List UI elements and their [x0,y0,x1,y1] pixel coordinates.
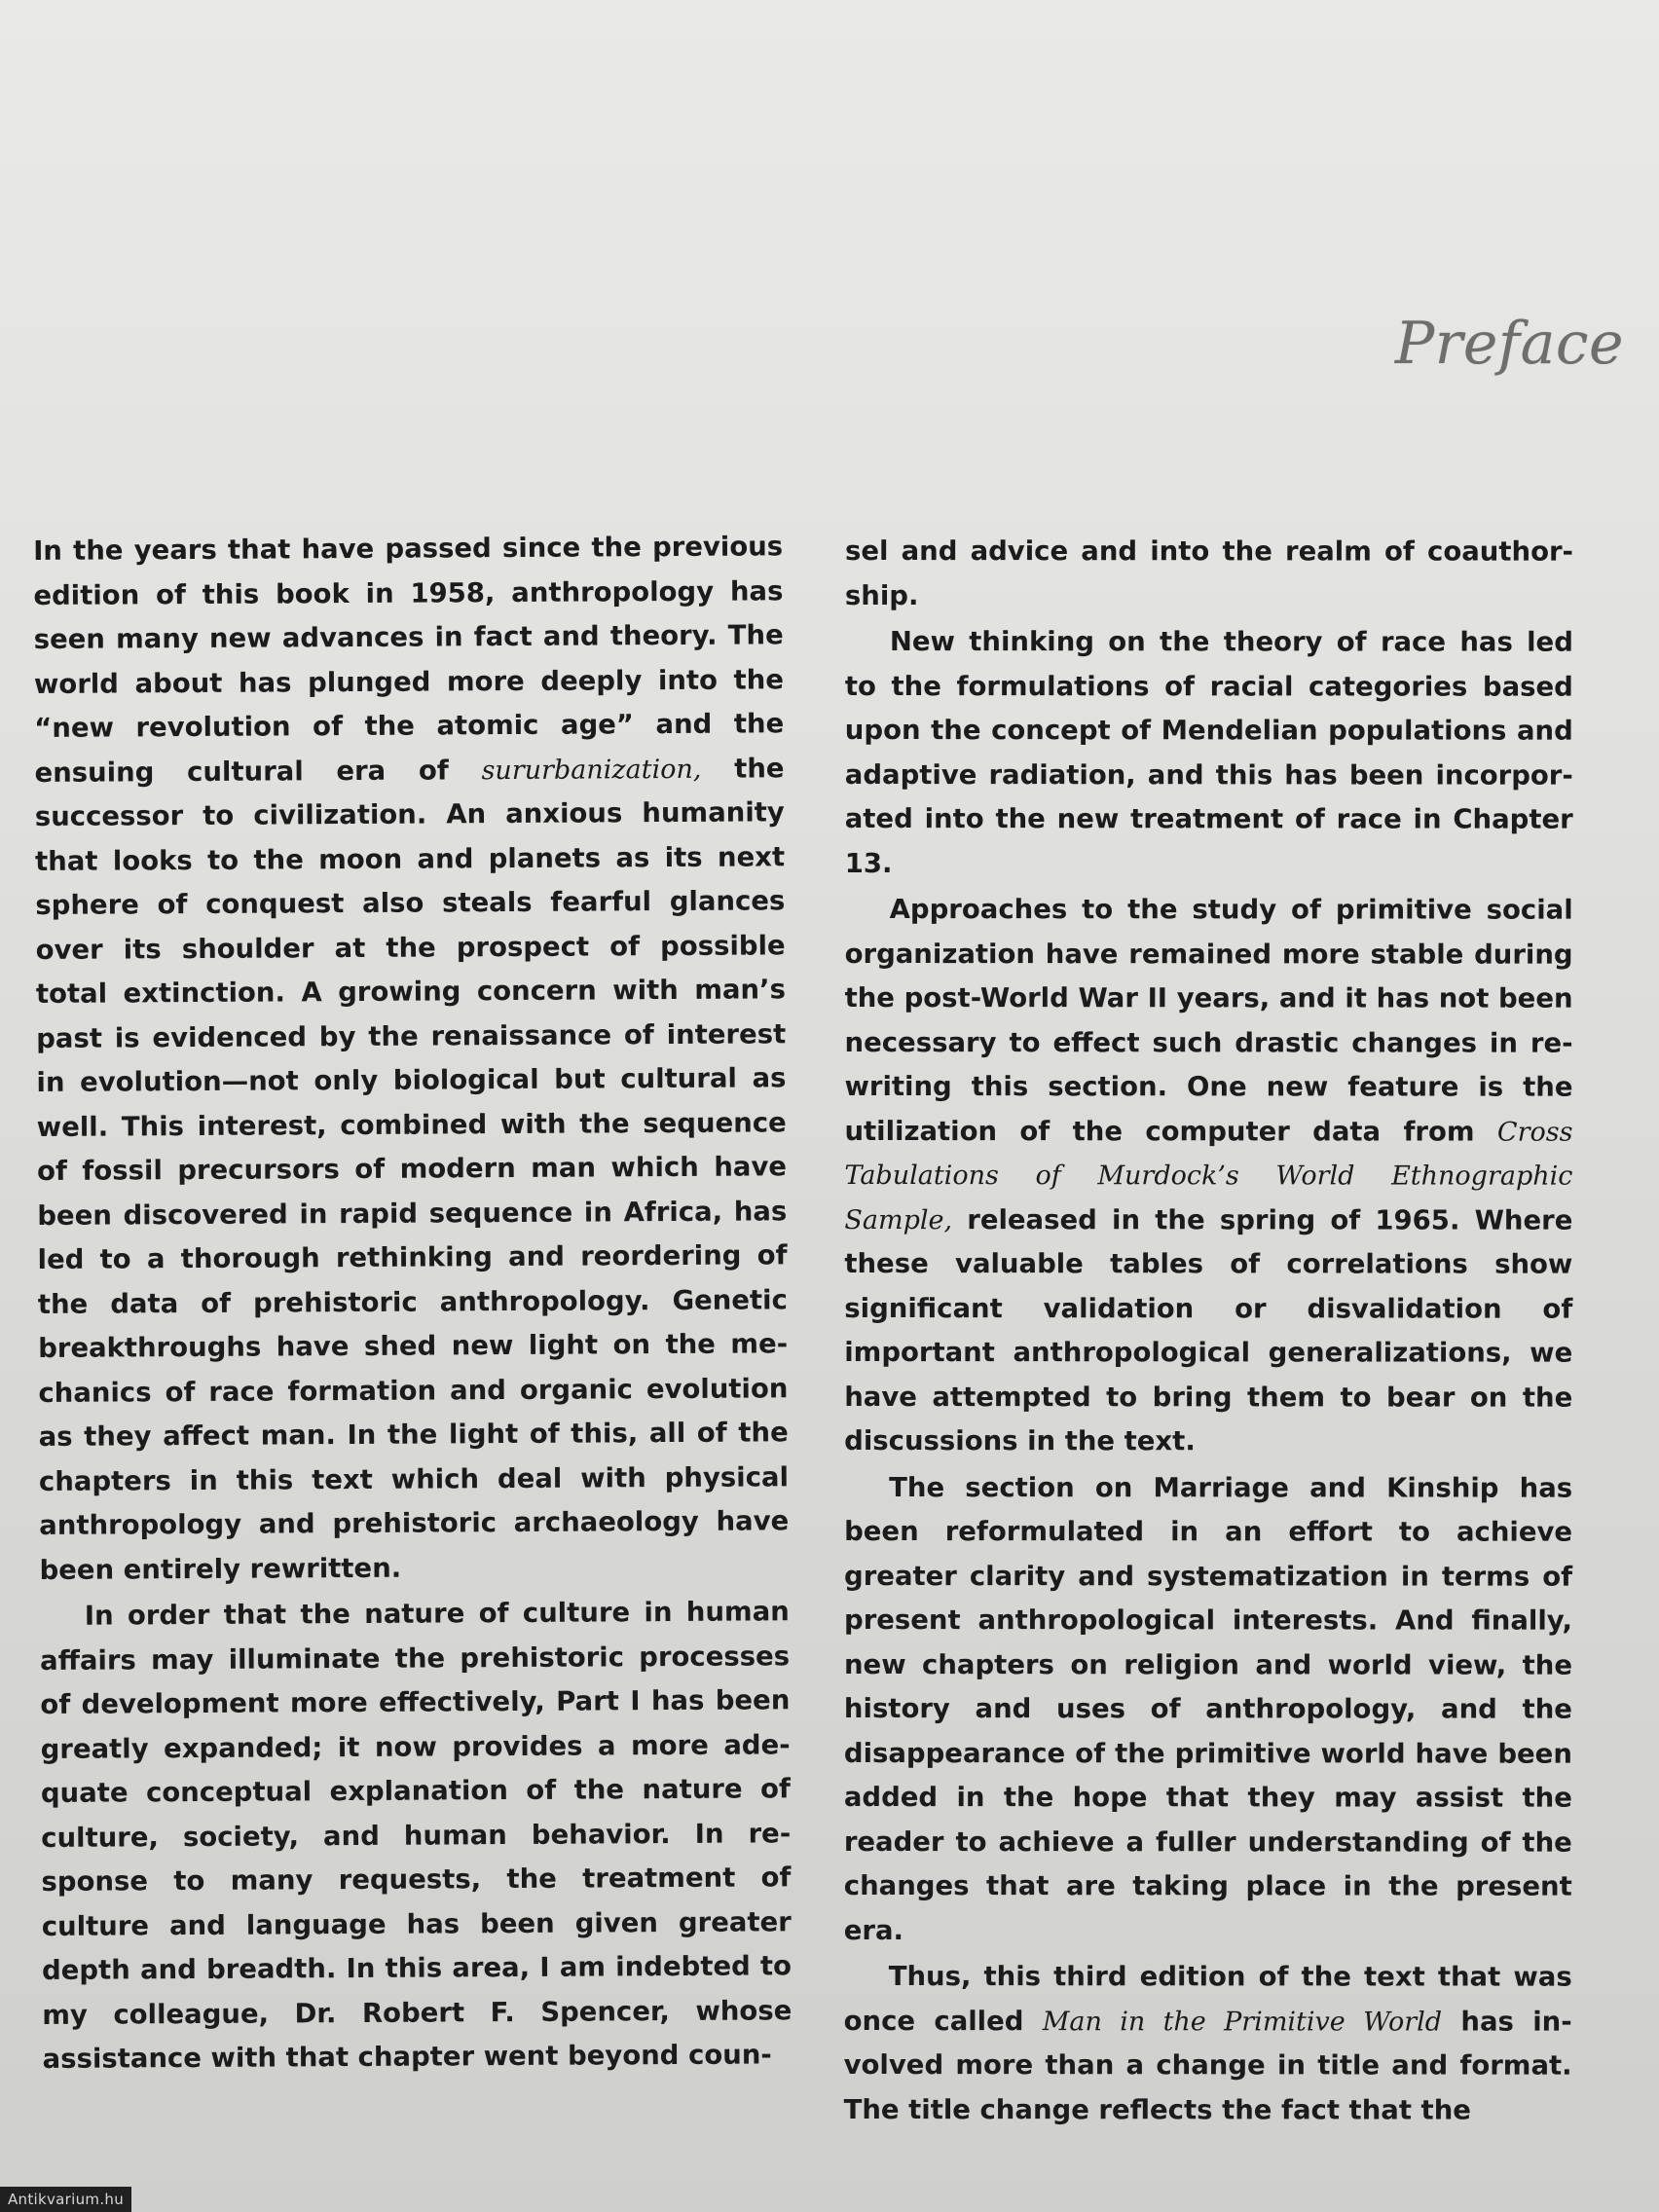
left-text-column [33,525,793,2082]
paragraph-text: Thus, this third edition of the text that was once called [843,1961,1572,2037]
paragraph-italic-text: Cross Tabulations of Murdock’s World Ethnographic Sample, [844,1117,1573,1235]
paragraph [844,888,1573,1464]
paragraph-text: The section on Marriage and Kinship has been reformulated in an effort to achieve greater clarity and systematization in terms of present anthropological interests. And finally, new chapters on religion and world view, the history and uses of anthropology, and the disappearance of the primitive world have been added in the hope that they may assist the reader to achieve a fuller understanding of the changes that are taking place in the present era. [843,1471,1573,1946]
paragraph-text: released in the spring of 1965. Where these valuable tables of correlations show significant validation or disvalidation of important anthropological generalizations, we have attempted to bring them to bear on the discussions in the text. [844,1203,1573,1457]
paragraph-italic-text: Man in the Primitive World [1042,2006,1443,2038]
paragraph-text: Approaches to the study of primitive social organization have remained more stable during the post-World War II years, and it has not been necessary to effect such drastic changes in rewriting this section. One new feature is the utilization of the computer data from [844,894,1573,1148]
watermark-label: Antikvarium.hu [0,2187,131,2212]
paragraph-text: In order that the nature of culture in human affairs may illuminate the prehistoric processes of development more effectively, Part I has been greatly expanded; it now provides a more adequate conceptual explanation of the nature of culture, society, and human behavior. In response to many requests, the treatment of culture and language has been given greater depth and breadth. In this area, I am indebted to my colleague, Dr. Robert F. Spencer, whose assistance with that chapter went beyond coun- [39,1596,793,2075]
paragraph-text: has involved more than a change in title and format. The title change reflects the fact that the [843,2006,1572,2126]
paragraph [845,530,1573,619]
page-title: Preface [1394,310,1624,378]
paragraph-text: the successor to civilization. An anxious humanity that looks to the moon and planets as its next sphere of conquest also steals fearful glances over its shoulder at the prospect of possible total extinction. A growing concern with man’s past is evidenced by the renaissance of interest in evolution—not only biological but cultural as well. This interest, combined with the sequence of fossil precursors of modern man which have been discovered in rapid sequence in Africa, has led to a thorough rethinking and reordering of the data of prehistoric anthropology. Genetic breakthroughs have shed new light on the mechanics of race formation and organic evolution as they affect man. In the light of this, all of the chapters in this text which deal with physical anthropology and prehistoric archaeology have been entirely rewritten. [34,752,790,1586]
paragraph [845,620,1573,887]
paragraph [40,1590,793,2082]
right-text-column [844,530,1573,2133]
paragraph-text: New thinking on the theory of race has led to the formulations of racial categories based upon the concept of Mendelian populations and adaptive radiation, and this has been incorporated into the new treatment of race in Chapter 13. [844,626,1573,879]
paragraph [844,1955,1572,2133]
paragraph-italic-text: sururbanization, [481,754,702,786]
paragraph [33,525,790,1593]
bleed-through-area [0,0,1659,506]
paragraph-text: In the years that have passed since the previous edition of this book in 1958, anthropology has seen many new advances in fact and theory. The world about has plunged more deeply into the “new revolution of the atomic age” and the ensuing cultural era of [33,531,785,789]
paragraph [844,1465,1572,1953]
paragraph-text: sel and advice and into the realm of coauthorship. [844,535,1573,611]
